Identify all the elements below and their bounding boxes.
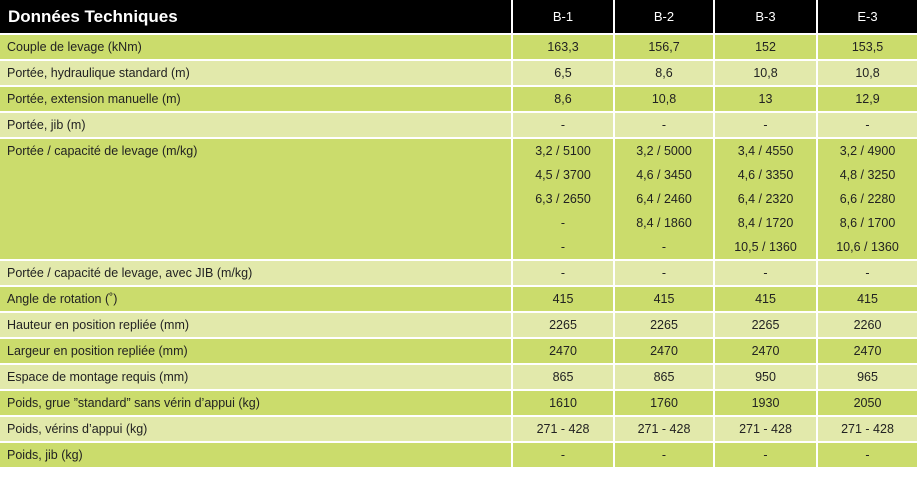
table-cell <box>816 111 917 137</box>
cell-value: 8,6 <box>554 92 572 106</box>
table-cell <box>511 111 613 137</box>
cell-value: - <box>763 266 768 280</box>
row-label-text: Portée, hydraulique standard (m) <box>7 66 190 80</box>
table-title: Données Techniques <box>0 0 511 33</box>
row-label-text: Poids, grue ”standard” sans vérin d’appui (kg) <box>7 396 260 410</box>
cell-value: 156,7 <box>648 40 680 54</box>
table-row <box>0 59 917 85</box>
table-cell <box>713 311 816 337</box>
cell-value: 4,8 / 3250 <box>839 168 896 182</box>
table-cell <box>613 337 713 363</box>
row-label <box>0 441 511 467</box>
cell-value: - <box>865 266 870 280</box>
cell-value: 8,4 / 1720 <box>737 216 794 230</box>
table-cell <box>816 441 917 467</box>
cell-value: 153,5 <box>851 40 884 54</box>
table-cell <box>511 85 613 111</box>
cell-value: - <box>661 240 667 254</box>
cell-value: 2265 <box>549 318 577 332</box>
table-cell <box>713 389 816 415</box>
table-cell <box>613 415 713 441</box>
cell-value: 1610 <box>549 396 577 410</box>
cell-value: 2470 <box>751 344 780 358</box>
cell-value: 8,6 <box>655 66 673 80</box>
cell-value: - <box>661 448 667 462</box>
cell-value: 2050 <box>853 396 882 410</box>
cell-value: 2265 <box>751 318 780 332</box>
table-cell <box>613 137 713 259</box>
row-label <box>0 415 511 441</box>
table-cell <box>511 441 613 467</box>
table-cell <box>511 59 613 85</box>
table-row <box>0 311 917 337</box>
row-label <box>0 389 511 415</box>
row-label <box>0 33 511 59</box>
table-row <box>0 111 917 137</box>
table-cell <box>613 311 713 337</box>
row-label-text: Portée, jib (m) <box>7 118 86 132</box>
cell-value: 10,8 <box>651 92 677 106</box>
table-cell <box>816 415 917 441</box>
table-cell <box>713 337 816 363</box>
cell-value: 6,6 / 2280 <box>839 192 896 206</box>
table-cell <box>816 259 917 285</box>
cell-value: 13 <box>758 92 773 106</box>
row-label-text: Portée / capacité de levage, avec JIB (m/kg) <box>7 266 253 280</box>
table-cell <box>713 285 816 311</box>
table-cell <box>713 85 816 111</box>
table-cell <box>613 33 713 59</box>
cell-value: 950 <box>755 370 776 384</box>
cell-value: 3,4 / 4550 <box>737 144 794 158</box>
cell-value: 6,5 <box>554 66 572 80</box>
table-header-row <box>0 0 917 33</box>
row-label <box>0 285 511 311</box>
table-cell <box>713 259 816 285</box>
column-header-b3: B-3 <box>713 0 816 33</box>
table-cell <box>511 415 613 441</box>
cell-value: 6,3 / 2650 <box>535 192 591 206</box>
table-cell <box>511 259 613 285</box>
cell-value: 271 - 428 <box>536 422 590 436</box>
table-cell <box>713 137 816 259</box>
table-row <box>0 363 917 389</box>
column-header-b2: B-2 <box>613 0 713 33</box>
row-label <box>0 85 511 111</box>
row-label <box>0 111 511 137</box>
row-label-text: Angle de rotation (˚) <box>7 292 118 306</box>
table-cell <box>613 363 713 389</box>
table-cell <box>511 311 613 337</box>
table-cell <box>816 137 917 259</box>
table-cell <box>511 285 613 311</box>
table-cell <box>613 85 713 111</box>
cell-value: 271 - 428 <box>739 422 792 436</box>
cell-value: 10,5 / 1360 <box>734 240 797 254</box>
table-row <box>0 285 917 311</box>
table-row <box>0 337 917 363</box>
row-label-text: Largeur en position repliée (mm) <box>7 344 188 358</box>
cell-value: 3,2 / 5000 <box>636 144 692 158</box>
table-cell <box>713 111 816 137</box>
row-label-text: Portée, extension manuelle (m) <box>7 92 181 106</box>
row-label-text: Couple de levage (kNm) <box>7 40 142 54</box>
cell-value: - <box>763 448 768 462</box>
table-cell <box>511 389 613 415</box>
row-label <box>0 337 511 363</box>
cell-value: - <box>763 118 768 132</box>
cell-value: 3,2 / 4900 <box>839 144 896 158</box>
table-cell <box>816 337 917 363</box>
row-label <box>0 363 511 389</box>
cell-value: 965 <box>857 370 878 384</box>
cell-value: 865 <box>653 370 675 384</box>
cell-value: 2470 <box>650 344 678 358</box>
cell-value: 2260 <box>853 318 882 332</box>
table-cell <box>713 363 816 389</box>
row-label-text: Poids, jib (kg) <box>7 448 83 462</box>
cell-value: - <box>560 118 566 132</box>
cell-value: 271 - 428 <box>841 422 894 436</box>
cell-value: - <box>560 448 566 462</box>
row-label-text: Poids, vérins d’appui (kg) <box>7 422 148 436</box>
table-row <box>0 415 917 441</box>
table-cell <box>713 441 816 467</box>
table-cell <box>613 285 713 311</box>
cell-value: 8,6 / 1700 <box>839 216 896 230</box>
table-cell <box>713 59 816 85</box>
table-row <box>0 33 917 59</box>
row-label <box>0 259 511 285</box>
table-cell <box>613 111 713 137</box>
table-cell <box>613 441 713 467</box>
cell-value: - <box>661 118 667 132</box>
cell-value: 2470 <box>853 344 882 358</box>
cell-value: 271 - 428 <box>637 422 691 436</box>
cell-value: 415 <box>552 292 574 306</box>
table-row <box>0 137 917 259</box>
cell-value: 4,6 / 3450 <box>636 168 692 182</box>
cell-value: - <box>560 240 566 254</box>
cell-value: 163,3 <box>547 40 579 54</box>
table-cell <box>713 33 816 59</box>
table-cell <box>511 337 613 363</box>
table-cell <box>816 85 917 111</box>
cell-value: 12,9 <box>855 92 880 106</box>
column-header-e3: E-3 <box>816 0 917 33</box>
row-label-text: Espace de montage requis (mm) <box>7 370 189 384</box>
cell-value: 1760 <box>650 396 678 410</box>
row-label-text: Hauteur en position repliée (mm) <box>7 318 190 332</box>
table-cell <box>613 389 713 415</box>
table-cell <box>816 285 917 311</box>
cell-value: - <box>865 448 870 462</box>
row-label <box>0 59 511 85</box>
table-cell <box>816 33 917 59</box>
cell-value: 152 <box>755 40 776 54</box>
cell-value: 415 <box>857 292 878 306</box>
table-cell <box>511 33 613 59</box>
cell-value: 2470 <box>549 344 577 358</box>
cell-value: 415 <box>653 292 675 306</box>
row-label <box>0 311 511 337</box>
table-cell <box>511 363 613 389</box>
table-row <box>0 259 917 285</box>
cell-value: 6,4 / 2460 <box>636 192 692 206</box>
cell-value: 4,5 / 3700 <box>535 168 591 182</box>
table-cell <box>613 59 713 85</box>
cell-value: 6,4 / 2320 <box>737 192 794 206</box>
cell-value: 1930 <box>751 396 780 410</box>
row-label <box>0 137 511 259</box>
cell-value: 8,4 / 1860 <box>636 216 692 230</box>
cell-value: 10,8 <box>855 66 880 80</box>
table-cell <box>816 59 917 85</box>
cell-value: 4,6 / 3350 <box>737 168 794 182</box>
cell-value: 10,8 <box>753 66 778 80</box>
cell-value: - <box>661 266 667 280</box>
cell-value: - <box>865 118 870 132</box>
cell-value: 2265 <box>650 318 678 332</box>
table-row <box>0 389 917 415</box>
table-cell <box>816 363 917 389</box>
table-row <box>0 85 917 111</box>
table-cell <box>613 259 713 285</box>
cell-value: - <box>560 216 566 230</box>
cell-value: - <box>560 266 566 280</box>
table-cell <box>816 311 917 337</box>
cell-value: 10,6 / 1360 <box>836 240 899 254</box>
cell-value: 415 <box>755 292 776 306</box>
table-cell <box>511 137 613 259</box>
column-header-b1: B-1 <box>511 0 613 33</box>
table-cell <box>713 415 816 441</box>
table-cell <box>816 389 917 415</box>
cell-value: 3,2 / 5100 <box>535 144 591 158</box>
table-row <box>0 441 917 467</box>
row-label-text: Portée / capacité de levage (m/kg) <box>7 144 198 158</box>
cell-value: 865 <box>552 370 574 384</box>
